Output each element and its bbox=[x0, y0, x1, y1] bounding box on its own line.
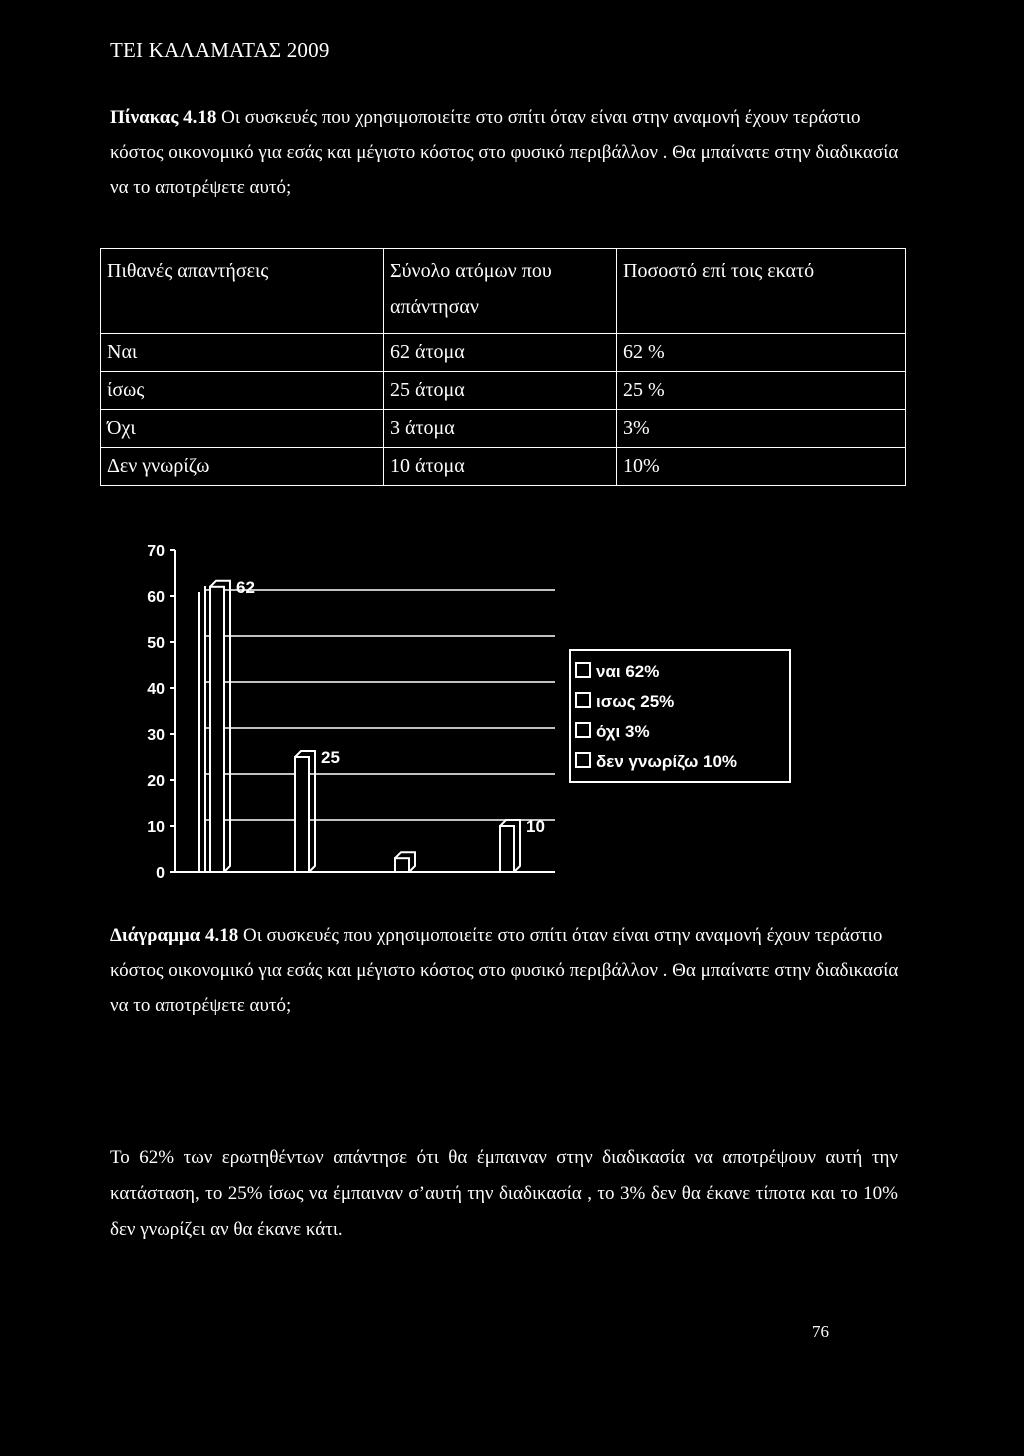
document-header: ΤΕΙ ΚΑΛΑΜΑΤΑΣ 2009 bbox=[110, 38, 330, 62]
responses-table bbox=[100, 248, 906, 486]
y-tick-label: 70 bbox=[147, 543, 165, 560]
legend-label: ισως 25% bbox=[596, 692, 675, 711]
table-cell: 10% bbox=[617, 448, 906, 486]
table-cell: 25 % bbox=[617, 372, 906, 410]
table-row bbox=[101, 448, 906, 486]
bar bbox=[395, 858, 409, 872]
page-number: 76 bbox=[812, 1322, 829, 1341]
bar bbox=[210, 587, 224, 872]
table-cell: ίσως bbox=[101, 372, 384, 410]
y-tick-label: 30 bbox=[147, 727, 165, 744]
legend-swatch bbox=[576, 663, 590, 677]
bar bbox=[500, 826, 514, 872]
legend-swatch bbox=[576, 693, 590, 707]
y-tick-label: 50 bbox=[147, 635, 165, 652]
chart-caption bbox=[110, 918, 910, 1023]
table-header-row bbox=[101, 249, 906, 334]
table-cell: 10 άτομα bbox=[384, 448, 617, 486]
legend-label: δεν γνωρίζω 10% bbox=[596, 752, 738, 771]
y-tick-label: 20 bbox=[147, 773, 165, 790]
table-header-cell: Ποσοστό επί τοις εκατό bbox=[617, 249, 906, 334]
summary-paragraph: Το 62% των ερωτηθέντων απάντησε ότι θα έμπαιναν στην διαδικασία να αποτρέψουν αυτή την κατάσταση, το 25% ίσως να έμπαιναν σ’αυτή την διαδικασία , το 3% δεν θα έκανε τίποτα και το 10% δεν γνωρίζει αν θα έκανε κάτι. bbox=[110, 1147, 898, 1240]
responses-bar-chart bbox=[130, 532, 810, 892]
table-cell: 3% bbox=[617, 410, 906, 448]
chart-caption-label: Διάγραμμα 4.18 bbox=[110, 925, 239, 946]
bar bbox=[295, 757, 309, 872]
bar-data-label: 62 bbox=[236, 577, 255, 597]
y-tick-label: 0 bbox=[156, 865, 165, 882]
table-cell: Δεν γνωρίζω bbox=[101, 448, 384, 486]
table-caption bbox=[110, 100, 910, 205]
y-tick-label: 60 bbox=[147, 589, 165, 606]
table-cell: 62 άτομα bbox=[384, 334, 617, 372]
bar-data-label: 25 bbox=[321, 748, 340, 767]
table-cell: 3 άτομα bbox=[384, 410, 617, 448]
table-caption-text: Οι συσκευές που χρησιμοποιείτε στο σπίτι όταν είναι στην αναμονή έχουν τεράστιο κόστος οικονομικό για εσάς και μέγιστο κόστος στο φυσικό περιβάλλον . Θα μπαίνατε στην διαδικασία να το αποτρέψετε αυτό; bbox=[110, 107, 899, 198]
chart-caption-text: Οι συσκευές που χρησιμοποιείτε στο σπίτι όταν είναι στην αναμονή έχουν τεράστιο κόστος οικονομικό για εσάς και μέγιστο κόστος στο φυσικό περιβάλλον . Θα μπαίνατε στην διαδικασία να το αποτρέψετε αυτό; bbox=[110, 925, 899, 1016]
table-row bbox=[101, 372, 906, 410]
table-cell: 62 % bbox=[617, 334, 906, 372]
y-tick-label: 10 bbox=[147, 819, 165, 836]
table-caption-label: Πίνακας 4.18 bbox=[110, 107, 217, 128]
table-cell: Ναι bbox=[101, 334, 384, 372]
legend-swatch bbox=[576, 753, 590, 767]
legend-label: ναι 62% bbox=[596, 662, 660, 681]
table-header-cell: Πιθανές απαντήσεις bbox=[101, 249, 384, 334]
table-header-cell: Σύνολο ατόμων που απάντησαν bbox=[384, 249, 617, 334]
table-cell: Όχι bbox=[101, 410, 384, 448]
legend-label: όχι 3% bbox=[596, 722, 650, 741]
bar-data-label: 10 bbox=[526, 817, 545, 836]
y-tick-label: 40 bbox=[147, 681, 165, 698]
table-cell: 25 άτομα bbox=[384, 372, 617, 410]
legend-swatch bbox=[576, 723, 590, 737]
table-row bbox=[101, 410, 906, 448]
table-row bbox=[101, 334, 906, 372]
